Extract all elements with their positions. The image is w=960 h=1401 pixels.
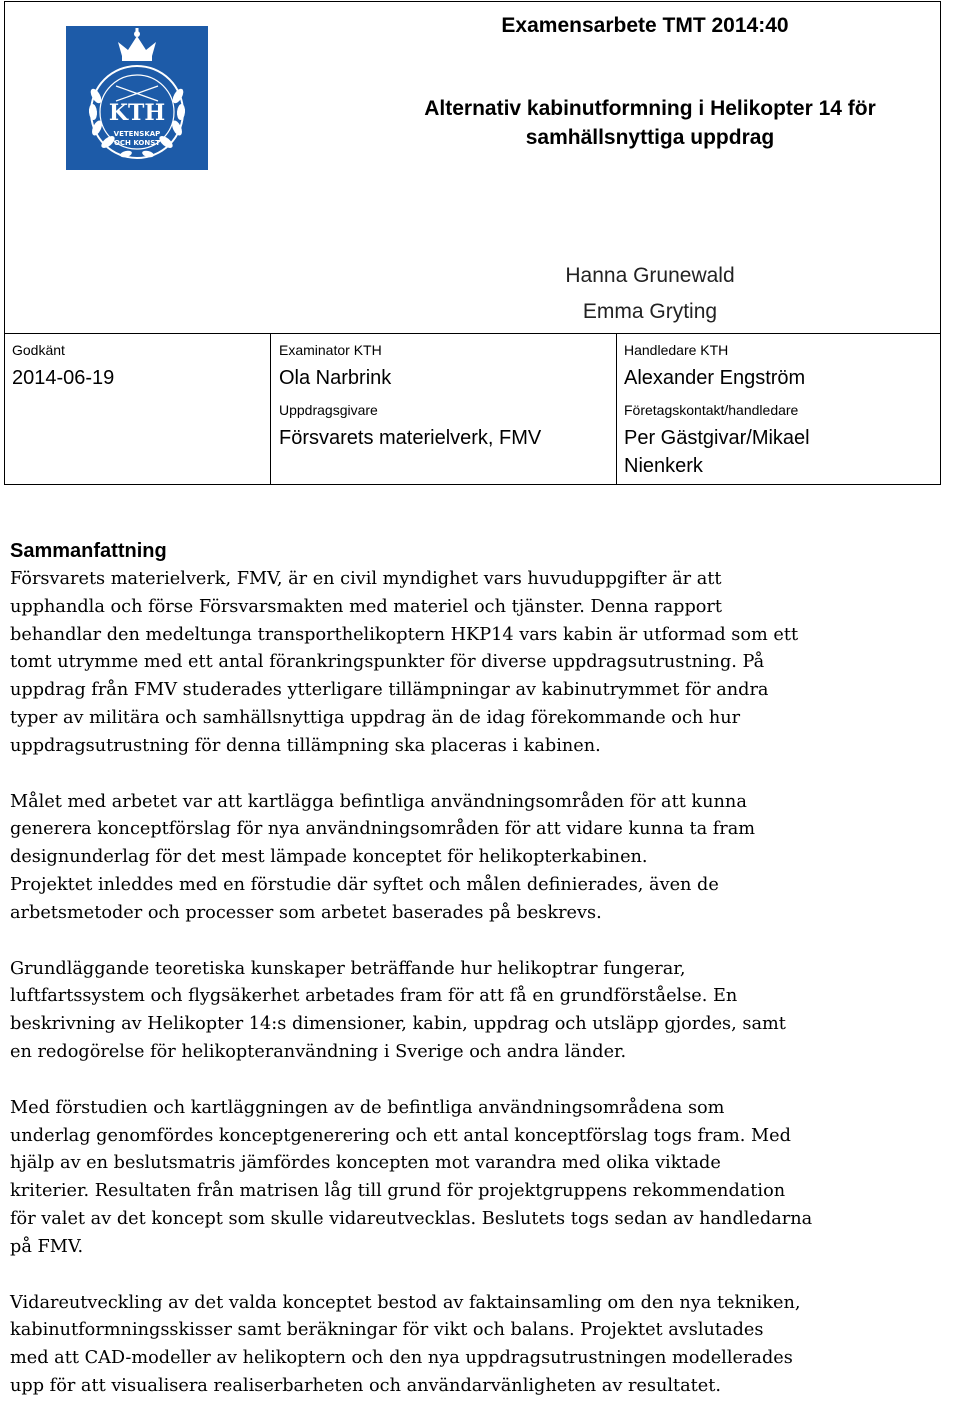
text-line: Grundläggande teoretiska kunskaper beträffande hur helikoptrar fungerar, — [10, 958, 686, 979]
text-line: på FMV. — [10, 1236, 84, 1257]
text-line: arbetsmetoder och processer som arbetet baserades på beskrevs. — [10, 902, 602, 923]
examiner-label: Examinator KTH — [279, 342, 382, 358]
text-line: Med förstudien och kartläggningen av de befintliga användningsområdena som — [10, 1097, 725, 1118]
text-line: upphandla och förse Försvarsmakten med materiel och tjänster. Denna rapport — [10, 596, 722, 617]
text-line: Målet med arbetet var att kartlägga befintliga användningsområden för att kunna — [10, 791, 747, 812]
text-line: med att CAD-modeller av helikoptern och den nya uppdragsutrustningen modellerades — [10, 1348, 793, 1369]
thesis-title-line: Alternativ kabinutformning i Helikopter 14 för — [424, 97, 876, 120]
text-line: en redogörelse för helikopteranvändning i Sverige och andra länder. — [10, 1041, 627, 1062]
text-line: kriterier. Resultaten från matrisen låg till grund för projektgruppens rekommendation — [10, 1181, 786, 1202]
examiner-name: Ola Narbrink — [279, 367, 392, 389]
client-label: Uppdragsgivare — [279, 402, 378, 418]
thesis-title — [380, 94, 920, 152]
text-line: uppdragsutrustning för denna tillämpning ska placeras i kabinen. — [10, 735, 601, 756]
contact-name-line: Per Gästgivar/Mikael — [624, 427, 810, 449]
text-line: designunderlag för det mest lämpade konceptet för helikopterkabinen. — [10, 847, 648, 868]
abstract-paragraph — [10, 789, 958, 928]
text-line: typer av militära och samhällsnyttiga uppdrag än de idag förekommande och hur — [10, 707, 741, 728]
supervisor-name: Alexander Engström — [624, 367, 806, 389]
text-line: underlag genomfördes konceptgenerering och ett antal konceptförslag togs fram. Med — [10, 1125, 791, 1146]
approved-date: 2014-06-19 — [12, 367, 115, 389]
info-table-divider — [4, 333, 941, 334]
text-line: Projektet inleddes med en förstudie där syftet och målen definierades, även de — [10, 874, 719, 895]
text-line: uppdrag från FMV studerades ytterligare tillämpningar av kabinutrymmet för andra — [10, 680, 769, 701]
text-line: generera konceptförslag för nya användningsområden för att vidare kunna ta fram — [10, 819, 756, 840]
info-table-column-divider — [270, 333, 271, 485]
contact-name — [624, 424, 810, 480]
text-line: Försvarets materielverk, FMV, är en civil myndighet vars huvuduppgifter är att — [10, 569, 722, 589]
supervisor-label: Handledare KTH — [624, 342, 729, 358]
author-name: Emma Gryting — [582, 300, 718, 323]
text-line: kabinutformningsskisser samt beräkningar för vikt och balans. Projektet avslutades — [10, 1320, 764, 1341]
abstract-paragraph — [10, 1095, 958, 1262]
abstract-paragraph — [10, 566, 958, 761]
text-line: för valet av det koncept som skulle vidareutvecklas. Beslutets togs sedan av handledarna — [10, 1208, 813, 1229]
thesis-title-line: samhällsnyttiga uppdrag — [525, 126, 775, 149]
abstract-paragraph — [10, 1290, 958, 1401]
abstract-body — [10, 566, 958, 1401]
text-line: behandlar den medeltunga transporthelikoptern HKP14 vars kabin är utformad som ett — [10, 624, 799, 645]
contact-label: Företagskontakt/handledare — [624, 402, 799, 418]
contact-name-line: Nienkerk — [624, 455, 703, 477]
exam-title: Examensarbete TMT 2014:40 — [501, 14, 789, 37]
author-name: Hanna Grunewald — [565, 264, 735, 287]
kth-logo-text: KTH — [108, 100, 166, 126]
text-line: luftfartssystem och flygsäkerhet arbetades fram för att få en grundförståelse. En — [10, 986, 738, 1007]
kth-logo-ring-top: VETENSKAP — [113, 130, 161, 138]
text-line: beskrivning av Helikopter 14:s dimensioner, kabin, uppdrag och utsläpp gjordes, samt — [10, 1014, 786, 1035]
client-name: Försvarets materielverk, FMV — [279, 427, 542, 449]
kth-crest-icon — [66, 26, 208, 170]
abstract-paragraph — [10, 956, 958, 1067]
text-line: upp för att visualisera realiserbarheten och användarvänligheten av resultatet. — [10, 1375, 721, 1396]
approved-label: Godkänt — [12, 342, 65, 358]
text-line: hjälp av en beslutsmatris jämfördes koncepten mot varandra med olika viktade — [10, 1153, 721, 1174]
info-table-column-divider — [616, 333, 617, 485]
kth-logo-ring-bottom: OCH KONST — [113, 139, 161, 147]
abstract-heading: Sammanfattning — [10, 540, 167, 562]
text-line: Vidareutveckling av det valda konceptet bestod av faktainsamling om den nya tekniken, — [10, 1292, 801, 1313]
text-line: tomt utrymme med ett antal förankringspunkter för diverse uppdragsutrustning. På — [10, 652, 765, 673]
kth-logo — [66, 26, 208, 170]
